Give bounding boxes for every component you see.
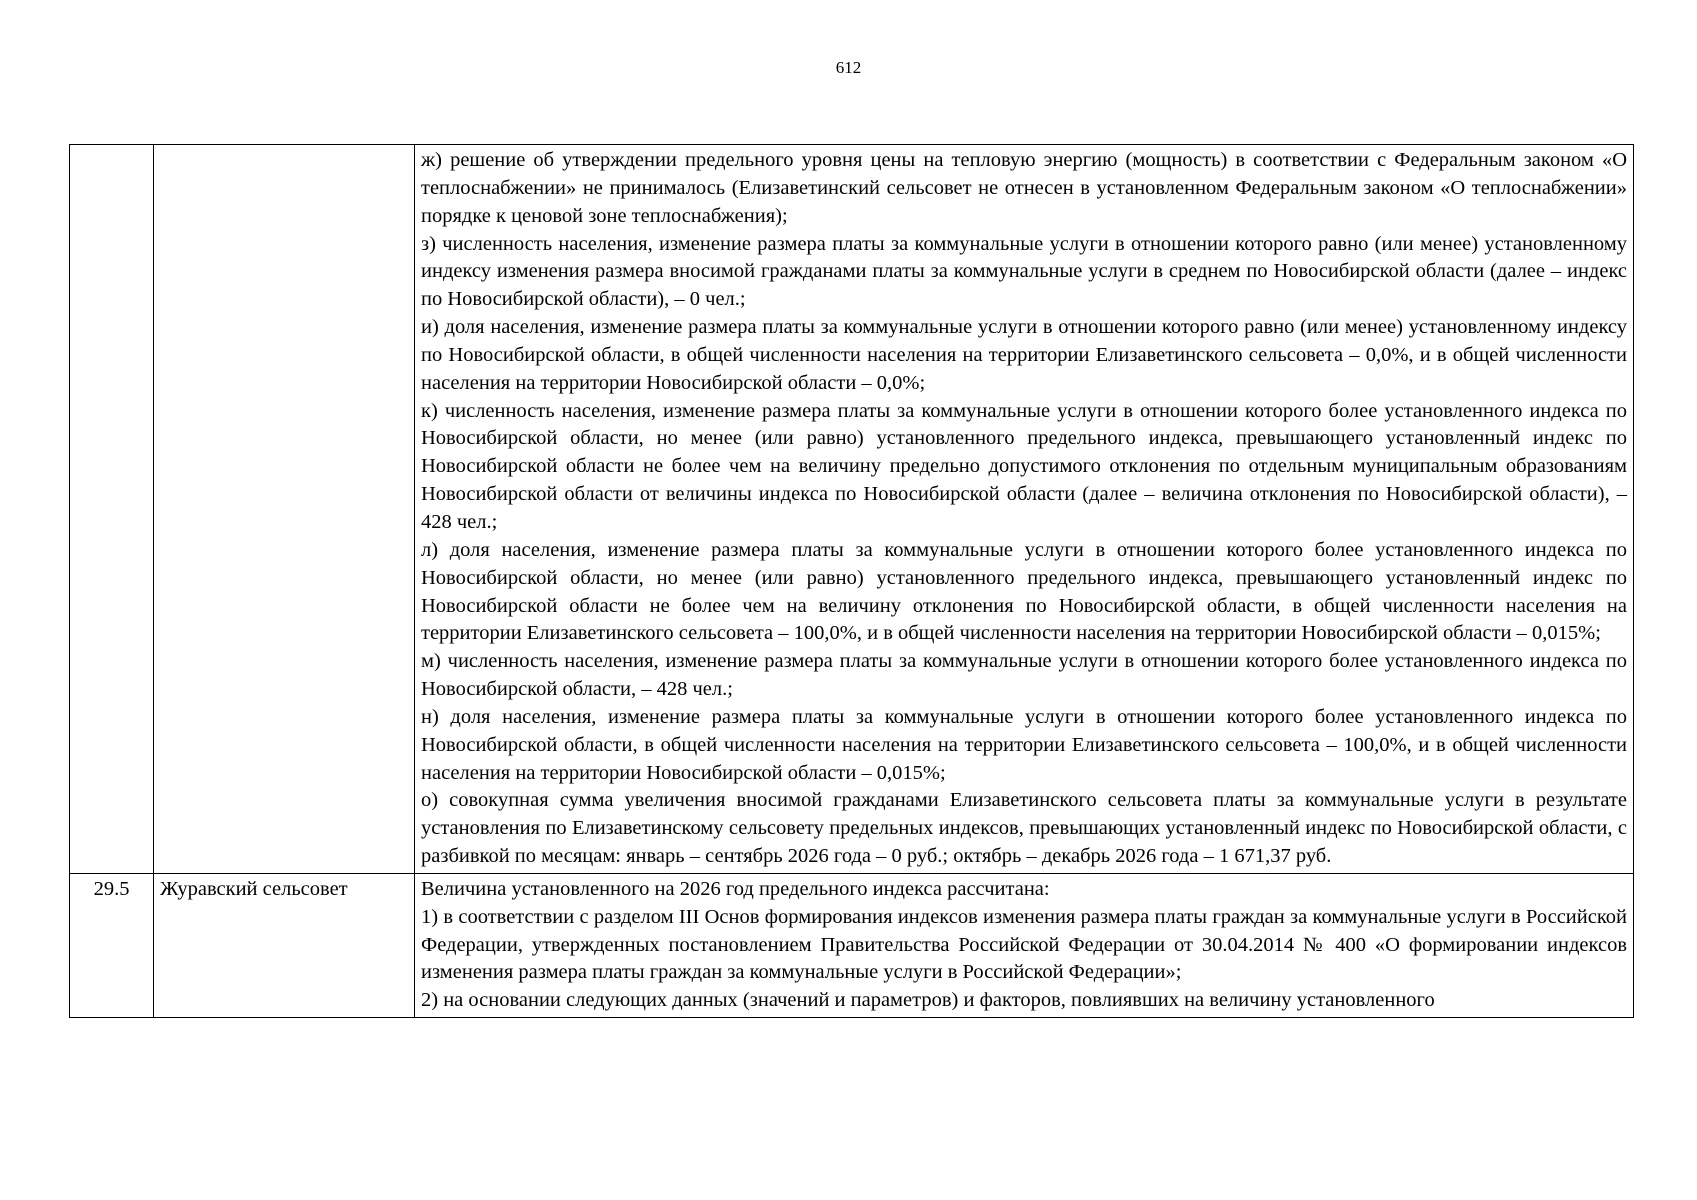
paragraph-k: к) численность населения, изменение размера платы за коммунальные услуги в отношении которого более установленного индекса по Новосибирской области, но менее (или равно) установленного предельного индекса, превышающего установленный индекс по Новосибирской области не более чем на величину предельно допустимого отклонения по отдельным муниципальным образованиям Новосибирской области от величины индекса по Новосибирской области (далее – величина отклонения по Новосибирской области), – 428 чел.; xyxy=(421,399,1627,533)
description-cell xyxy=(415,873,1634,1017)
municipality-name-cell xyxy=(154,145,415,874)
paragraph-i: и) доля населения, изменение размера платы за коммунальные услуги в отношении которого равно (или менее) установленному индексу по Новосибирской области, в общей численности населения на территории Елизаветинского сельсовета – 0,0%, и в общей численности населения на территории Новосибирской области – 0,0%; xyxy=(421,316,1627,394)
paragraph-2: 2) на основании следующих данных (значений и параметров) и факторов, повлиявших на величину установленного xyxy=(421,989,1435,1012)
description-cell xyxy=(415,145,1634,874)
paragraph-zh: ж) решение об утверждении предельного уровня цены на тепловую энергию (мощность) в соответствии с Федеральным законом «О теплоснабжении» не принималось (Елизаветинский сельсовет не отнесен в установленном Федеральным законом «О теплоснабжении» порядке к ценовой зоне теплоснабжения); xyxy=(421,149,1627,227)
paragraph-o: о) совокупная сумма увеличения вносимой гражданами Елизаветинского сельсовета платы за коммунальные услуги в результате установления по Елизаветинскому сельсовету предельных индексов, превышающих установленный индекс по Новосибирской области, с разбивкой по месяцам: январь – сентябрь 2026 года – 0 руб.; октябрь – декабрь 2026 года – 1 671,37 руб. xyxy=(421,789,1627,868)
paragraph-1: 1) в соответствии с разделом III Основ формирования индексов изменения размера платы граждан за коммунальные услуги в Российской Федерации, утвержденных постановлением Правительства Российской Федерации от 30.04.2014 № 400 «О формировании индексов изменения размера платы граждан за коммунальные услуги в Российской Федерации»; xyxy=(421,905,1627,984)
paragraph-m: м) численность населения, изменение размера платы за коммунальные услуги в отношении которого более установленного индекса по Новосибирской области, – 428 чел.; xyxy=(421,650,1627,701)
table-row-29-5 xyxy=(70,873,1634,1017)
paragraph-intro: Величина установленного на 2026 год предельного индекса рассчитана: xyxy=(421,877,1050,900)
row-number-cell: 29.5 xyxy=(70,873,154,1017)
index-table xyxy=(69,144,1634,1018)
paragraph-z: з) численность населения, изменение размера платы за коммунальные услуги в отношении которого равно (или менее) установленному индексу изменения размера вносимой гражданами платы за коммунальные услуги в среднем по Новосибирской области (далее – индекс по Новосибирской области), – 0 чел.; xyxy=(421,232,1627,311)
paragraph-n: н) доля населения, изменение размера платы за коммунальные услуги в отношении которого более установленного индекса по Новосибирской области, в общей численности населения на территории Елизаветинского сельсовета – 100,0%, и в общей численности населения на территории Новосибирской области – 0,015%; xyxy=(421,705,1627,784)
table-row-continuation xyxy=(70,145,1634,874)
paragraph-l: л) доля населения, изменение размера платы за коммунальные услуги в отношении которого более установленного индекса по Новосибирской области, но менее (или равно) установленного предельного индекса, превышающего установленный индекс по Новосибирской области не более чем на величину отклонения по Новосибирской области, в общей численности населения на территории Елизаветинского сельсовета – 100,0%, и в общей численности населения на территории Новосибирской области – 0,015%; xyxy=(421,538,1627,645)
page-number: 612 xyxy=(835,58,862,77)
municipality-name-cell: Журавский сельсовет xyxy=(154,873,415,1017)
row-number-cell xyxy=(70,145,154,874)
